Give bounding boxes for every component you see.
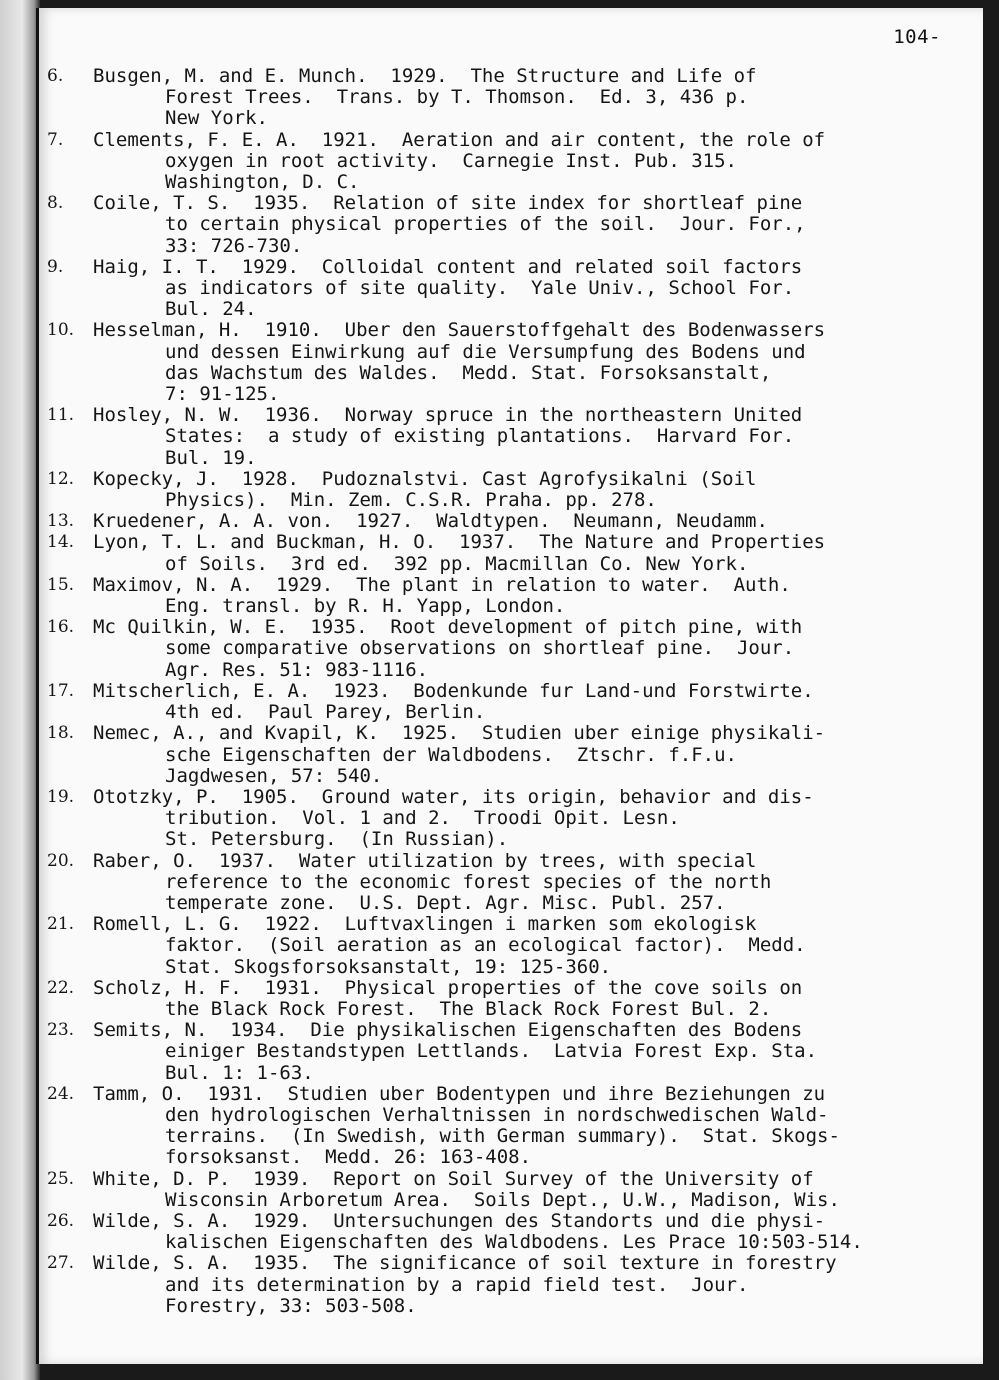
reference-line: Bul. 1: 1-63. — [165, 1061, 314, 1084]
reference-line: Bul. 19. — [165, 446, 257, 469]
reference-entry — [39, 681, 983, 723]
reference-entry — [39, 1211, 983, 1253]
reference-line: kalischen Eigenschaften des Waldbodens. Les Prace 10:503-514. — [165, 1231, 863, 1254]
reference-line: White, D. P. 1939. Report on Soil Survey of the University of — [93, 1167, 814, 1190]
reference-line: oxygen in root activity. Carnegie Inst. Pub. 315. — [165, 149, 737, 172]
reference-line: of Soils. 3rd ed. 392 pp. Macmillan Co. New York. — [165, 552, 749, 575]
reference-line: Raber, O. 1937. Water utilization by trees, with special — [93, 849, 757, 872]
reference-line: Busgen, M. and E. Munch. 1929. The Structure and Life of — [93, 65, 757, 87]
reference-line: Forest Trees. Trans. by T. Thomson. Ed. 3, 436 p. — [165, 86, 749, 109]
reference-line: as indicators of site quality. Yale Univ., School For. — [165, 277, 795, 300]
reference-number: 26. — [47, 1210, 75, 1231]
reference-line: 33: 726-730. — [165, 234, 303, 257]
reference-line: 4th ed. Paul Parey, Berlin. — [165, 701, 486, 724]
reference-number: 24. — [47, 1083, 75, 1104]
reference-line: Clements, F. E. A. 1921. Aeration and air content, the role of — [93, 128, 826, 151]
reference-line: Physics). Min. Zem. C.S.R. Praha. pp. 278. — [165, 489, 657, 512]
reference-entry — [39, 193, 983, 257]
reference-line: Washington, D. C. — [165, 171, 360, 194]
reference-number: 14. — [47, 532, 75, 553]
reference-line: temperate zone. U.S. Dept. Agr. Misc. Publ. 257. — [165, 891, 726, 914]
reference-number: 13. — [47, 511, 75, 532]
reference-line: Kruedener, A. A. von. 1927. Waldtypen. Neumann, Neudamm. — [93, 510, 768, 533]
reference-line: Hesselman, H. 1910. Uber den Sauerstoffgehalt des Bodenwassers — [93, 319, 826, 342]
reference-line: Mc Quilkin, W. E. 1935. Root development of pitch pine, with — [93, 616, 803, 639]
reference-entry — [39, 66, 983, 130]
reference-list — [39, 66, 983, 1317]
reference-number: 11. — [47, 405, 75, 426]
reference-entry — [39, 723, 983, 787]
reference-number: 6. — [47, 66, 64, 86]
reference-line: Bul. 24. — [165, 298, 257, 321]
reference-line: Hosley, N. W. 1936. Norway spruce in the northeastern United — [93, 404, 803, 427]
reference-entry — [39, 1020, 983, 1084]
reference-line: Ototzky, P. 1905. Ground water, its origin, behavior and dis- — [93, 785, 814, 808]
reference-entry — [39, 532, 983, 574]
reference-number: 22. — [47, 977, 75, 998]
reference-number: 17. — [47, 680, 75, 701]
reference-line: Wisconsin Arboretum Area. Soils Dept., U.W., Madison, Wis. — [165, 1188, 840, 1211]
reference-line: den hydrologischen Verhaltnissen in nordschwedischen Wald- — [165, 1103, 829, 1126]
reference-line: States: a study of existing plantations. Harvard For. — [165, 425, 795, 448]
reference-line: Tamm, O. 1931. Studien uber Bodentypen und ihre Beziehungen zu — [93, 1082, 826, 1105]
reference-line: und dessen Einwirkung auf die Versumpfung des Bodens und — [165, 340, 806, 363]
reference-number: 27. — [47, 1253, 75, 1274]
reference-entry — [39, 575, 983, 617]
reference-number: 25. — [47, 1168, 75, 1189]
reference-line: forsoksanst. Medd. 26: 163-408. — [165, 1146, 532, 1169]
reference-number: 15. — [47, 574, 75, 595]
reference-number: 8. — [47, 193, 64, 214]
reference-line: some comparative observations on shortleaf pine. Jour. — [165, 637, 795, 660]
reference-number: 10. — [47, 320, 75, 341]
reference-line: Eng. transl. by R. H. Yapp, London. — [165, 595, 566, 618]
reference-line: Kopecky, J. 1928. Pudoznalstvi. Cast Agrofysikalni (Soil — [93, 467, 757, 490]
reference-entry — [39, 511, 983, 532]
reference-line: Nemec, A., and Kvapil, K. 1925. Studien uber einige physikali- — [93, 722, 826, 745]
reference-line: reference to the economic forest species of the north — [165, 870, 772, 893]
reference-line: the Black Rock Forest. The Black Rock Forest Bul. 2. — [165, 997, 772, 1020]
reference-line: Jagdwesen, 57: 540. — [165, 764, 383, 787]
reference-entry — [39, 978, 983, 1020]
reference-number: 20. — [47, 850, 75, 871]
reference-line: Coile, T. S. 1935. Relation of site index for shortleaf pine — [93, 192, 803, 215]
reference-line: Semits, N. 1934. Die physikalischen Eigenschaften des Bodens — [93, 1019, 803, 1042]
reference-entry — [39, 914, 983, 978]
reference-line: Agr. Res. 51: 983-1116. — [165, 658, 429, 681]
reference-entry — [39, 787, 983, 851]
reference-entry — [39, 617, 983, 681]
reference-entry — [39, 257, 983, 321]
reference-line: Wilde, S. A. 1929. Untersuchungen des Standorts und die physi- — [93, 1209, 826, 1232]
reference-number: 7. — [47, 129, 64, 150]
reference-number: 9. — [47, 256, 64, 277]
reference-entry — [39, 405, 983, 469]
document-page — [36, 8, 983, 1364]
reference-entry — [39, 1253, 983, 1317]
reference-line: Forestry, 33: 503-508. — [165, 1294, 417, 1317]
reference-entry — [39, 1169, 983, 1211]
reference-line: Romell, L. G. 1922. Luftvaxlingen i marken som ekologisk — [93, 913, 757, 936]
reference-line: faktor. (Soil aeration as an ecological factor). Medd. — [165, 934, 806, 957]
reference-line: Wilde, S. A. 1935. The significance of soil texture in forestry — [93, 1252, 837, 1275]
reference-number: 18. — [47, 723, 75, 744]
reference-line: Haig, I. T. 1929. Colloidal content and related soil factors — [93, 255, 803, 278]
reference-line: 7: 91-125. — [165, 383, 280, 406]
reference-line: St. Petersburg. (In Russian). — [165, 828, 509, 851]
reference-line: sche Eigenschaften der Waldbodens. Ztschr. f.F.u. — [165, 743, 737, 766]
reference-number: 16. — [47, 617, 75, 638]
page-number: 104- — [893, 26, 941, 48]
reference-line: Lyon, T. L. and Buckman, H. O. 1937. The Nature and Properties — [93, 531, 826, 554]
reference-line: tribution. Vol. 1 and 2. Troodi Opit. Lesn. — [165, 807, 680, 830]
reference-entry — [39, 1084, 983, 1169]
reference-entry — [39, 320, 983, 405]
reference-line: Maximov, N. A. 1929. The plant in relation to water. Auth. — [93, 573, 791, 596]
reference-line: das Wachstum des Waldes. Medd. Stat. Forsoksanstalt, — [165, 361, 772, 384]
reference-line: and its determination by a rapid field test. Jour. — [165, 1273, 749, 1296]
reference-line: einiger Bestandstypen Lettlands. Latvia Forest Exp. Sta. — [165, 1040, 818, 1063]
reference-number: 21. — [47, 914, 75, 935]
reference-entry — [39, 851, 983, 915]
reference-entry — [39, 130, 983, 194]
reference-entry — [39, 469, 983, 511]
reference-number: 12. — [47, 468, 75, 489]
reference-line: to certain physical properties of the soil. Jour. For., — [165, 213, 806, 236]
book-binding — [0, 0, 40, 1380]
reference-line: Mitscherlich, E. A. 1923. Bodenkunde fur Land-und Forstwirte. — [93, 679, 814, 702]
reference-line: Scholz, H. F. 1931. Physical properties of the cove soils on — [93, 976, 803, 999]
reference-line: New York. — [165, 107, 268, 130]
reference-line: Stat. Skogsforsoksanstalt, 19: 125-360. — [165, 955, 612, 978]
reference-number: 19. — [47, 786, 75, 807]
reference-number: 23. — [47, 1020, 75, 1041]
reference-line: terrains. (In Swedish, with German summary). Stat. Skogs- — [165, 1125, 840, 1148]
